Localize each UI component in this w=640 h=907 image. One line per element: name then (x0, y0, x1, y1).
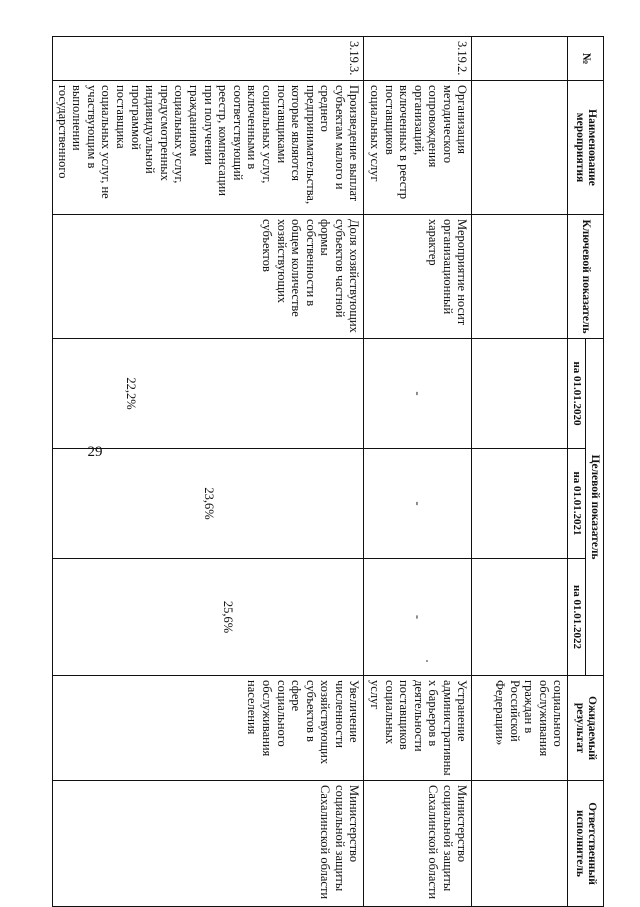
cont-number (472, 37, 568, 81)
row-expected-result: Устранение административных барьеров в деятельности поставщиков социальных услуг (364, 676, 472, 781)
row-value-2020: - (364, 339, 472, 449)
scan-speck (426, 660, 428, 662)
header-date-2022: на 01.01.2022 (568, 559, 586, 676)
cont-responsible (472, 781, 568, 907)
row-key-indicator: Доля хозяйствующих субъектов частной формы собственности в общем количестве хозяйствующих субъектов (53, 215, 364, 339)
cont-2022 (472, 559, 568, 676)
cont-event-name (472, 81, 568, 215)
row-value-2021: - (364, 449, 472, 559)
cont-expected-result: социального обслуживания граждан в Российской Федерации» (472, 676, 568, 781)
header-target-indicator: Целевой показатель (586, 339, 604, 676)
cont-key-indicator (472, 215, 568, 339)
row-expected-result: Увеличение численности хозяйствующих субъектов в сфере социального обслуживания населения (53, 676, 364, 781)
header-key-indicator: Ключевой показатель (568, 215, 604, 339)
row-responsible: Министерство социальной защиты Сахалинской области (53, 781, 364, 907)
row-responsible: Министерство социальной защиты Сахалинской области (364, 781, 472, 907)
header-date-2021: на 01.01.2021 (568, 449, 586, 559)
cont-2020 (472, 339, 568, 449)
page-number: 29 (87, 444, 103, 460)
table-row (53, 37, 364, 907)
row-event-name: Произведение выплат субъектам малого и среднего предпринимательства, которые являются поставщиками социальных услуг, включенными в соответствующий реестр, компенсации при получении гражданином социальных услуг, предусмотренных индивидуальной программой поставщика социальных услуг, не участвующим в выполнении государственного (53, 81, 364, 215)
header-expected-result: Ожидаемый результат (568, 676, 604, 781)
header-event-name: Наименование мероприятия (568, 81, 604, 215)
table-row (364, 37, 472, 907)
row-event-name: Организация методического сопровождения организаций, включенных в реестр поставщиков социальных услуг (364, 81, 472, 215)
cont-2021 (472, 449, 568, 559)
header-number: № (568, 37, 604, 81)
row-value-2020: 22,2% (53, 339, 364, 449)
header-row (586, 37, 604, 907)
row-value-2022: 25,6% (53, 559, 364, 676)
row-value-2022: - (364, 559, 472, 676)
header-responsible: Ответственный исполнитель (568, 781, 604, 907)
events-table (52, 36, 604, 907)
header-date-2020: на 01.01.2020 (568, 339, 586, 449)
row-number: 3.19.3. (53, 37, 364, 81)
continuation-row (472, 37, 568, 907)
row-value-2021: 23,6% (53, 449, 364, 559)
row-key-indicator: Мероприятие носит организационный характер (364, 215, 472, 339)
row-number: 3.19.2. (364, 37, 472, 81)
